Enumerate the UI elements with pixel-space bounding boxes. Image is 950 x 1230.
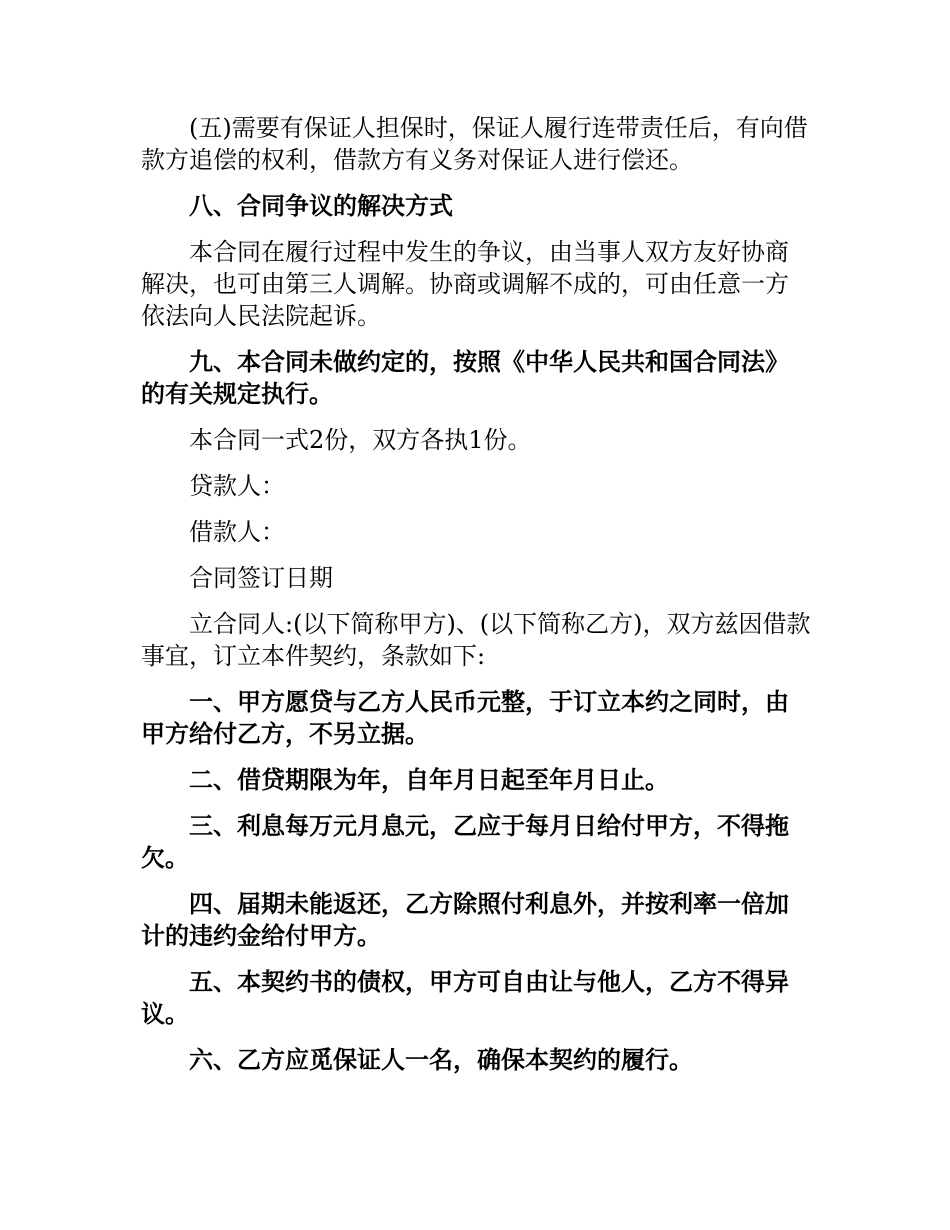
clause-3-interest: 三、利息每万元月息元，乙应于每月日给付甲方，不得拖欠。 xyxy=(141,812,789,872)
clause-2-loan-term: 二、借贷期限为年，自年月日起至年月日止。 xyxy=(189,766,669,794)
clause-6-guarantor: 六、乙方应觅保证人一名，确保本契约的履行。 xyxy=(189,1046,693,1074)
section-heading-dispute-resolution: 八、合同争议的解决方式 xyxy=(189,192,453,220)
clause-4-default-penalty: 四、届期未能返还，乙方除照付利息外，并按利率一倍加计的违约金给付甲方。 xyxy=(141,890,789,950)
section-heading-unspecified-matters: 九、本合同未做约定的，按照《中华人民共和国合同法》的有关规定执行。 xyxy=(141,348,789,408)
clause-1-loan-amount: 一、甲方愿贷与乙方人民币元整，于订立本约之同时，由甲方给付乙方，不另立据。 xyxy=(141,688,789,748)
signing-date-line: 合同签订日期 xyxy=(189,564,333,592)
paragraph-dispute-resolution: 本合同在履行过程中发生的争议，由当事人双方友好协商解决，也可由第三人调解。协商或调解不成的，可由任意一方依法向人民法院起诉。 xyxy=(141,238,789,330)
clause-5-assignment: 五、本契约书的债权，甲方可自由让与他人，乙方不得异议。 xyxy=(141,968,789,1028)
paragraph-guarantor-recourse: (五)需要有保证人担保时，保证人履行连带责任后，有向借款方追偿的权利，借款方有义务对保证人进行偿还。 xyxy=(141,114,808,174)
lender-signature-line: 贷款人： xyxy=(189,472,285,500)
document-body xyxy=(141,112,811,1090)
paragraph-copies: 本合同一式2份，双方各执1份。 xyxy=(189,426,532,454)
contract-parties-intro: 立合同人:(以下简称甲方)、(以下简称乙方)，双方兹因借款事宜，订立本件契约，条款如下: xyxy=(141,610,811,670)
borrower-signature-line: 借款人： xyxy=(189,518,285,546)
